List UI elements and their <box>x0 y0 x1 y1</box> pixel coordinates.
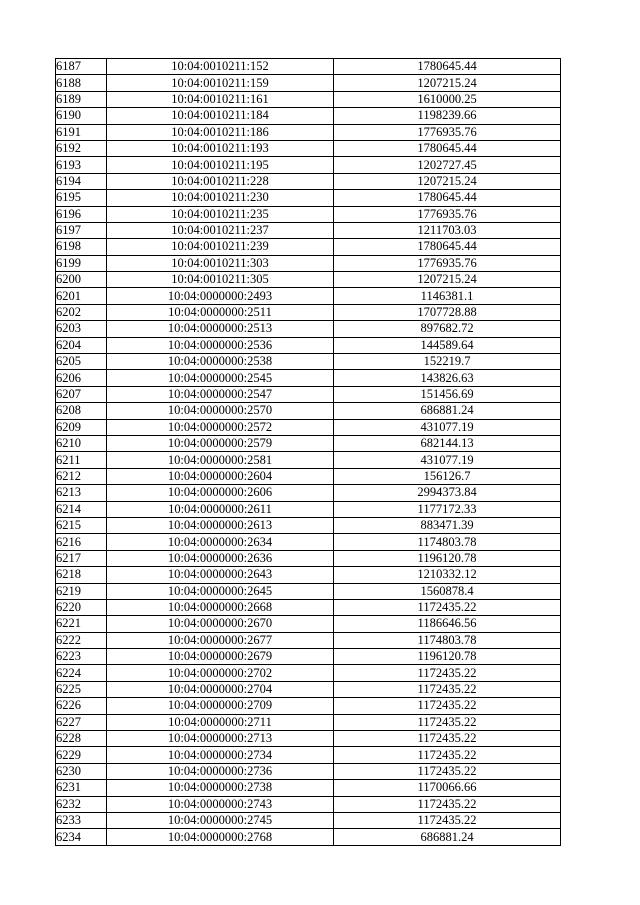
row-number-cell: 6195 <box>56 190 107 206</box>
value-cell: 1174803.78 <box>334 534 561 550</box>
row-number-cell: 6197 <box>56 222 107 238</box>
value-cell: 1210332.12 <box>334 567 561 583</box>
cadastral-number-cell: 10:04:0000000:2634 <box>107 534 334 550</box>
cadastral-number-cell: 10:04:0010211:161 <box>107 91 334 107</box>
value-cell: 431077.19 <box>334 419 561 435</box>
cadastral-number-cell: 10:04:0010211:186 <box>107 124 334 140</box>
value-cell: 883471.39 <box>334 517 561 533</box>
row-number-cell: 6222 <box>56 632 107 648</box>
table-row <box>56 206 561 222</box>
value-cell: 1780645.44 <box>334 190 561 206</box>
cadastral-number-cell: 10:04:0000000:2768 <box>107 829 334 845</box>
row-number-cell: 6203 <box>56 321 107 337</box>
cadastral-number-cell: 10:04:0000000:2679 <box>107 649 334 665</box>
table-row <box>56 501 561 517</box>
cadastral-number-cell: 10:04:0010211:159 <box>107 75 334 91</box>
cadastral-value-table <box>55 58 561 846</box>
row-number-cell: 6204 <box>56 337 107 353</box>
row-number-cell: 6189 <box>56 91 107 107</box>
row-number-cell: 6217 <box>56 550 107 566</box>
cadastral-number-cell: 10:04:0000000:2636 <box>107 550 334 566</box>
row-number-cell: 6200 <box>56 272 107 288</box>
value-cell: 144589.64 <box>334 337 561 353</box>
table-row <box>56 649 561 665</box>
row-number-cell: 6215 <box>56 517 107 533</box>
value-cell: 1172435.22 <box>334 747 561 763</box>
cadastral-number-cell: 10:04:0010211:193 <box>107 140 334 156</box>
cadastral-number-cell: 10:04:0000000:2738 <box>107 780 334 796</box>
cadastral-number-cell: 10:04:0010211:303 <box>107 255 334 271</box>
cadastral-number-cell: 10:04:0000000:2604 <box>107 468 334 484</box>
value-cell: 1560878.4 <box>334 583 561 599</box>
table-row <box>56 681 561 697</box>
value-cell: 1146381.1 <box>334 288 561 304</box>
row-number-cell: 6225 <box>56 681 107 697</box>
table-row <box>56 632 561 648</box>
row-number-cell: 6223 <box>56 649 107 665</box>
value-cell: 1196120.78 <box>334 649 561 665</box>
row-number-cell: 6192 <box>56 140 107 156</box>
value-cell: 1610000.25 <box>334 91 561 107</box>
table-row <box>56 534 561 550</box>
row-number-cell: 6206 <box>56 370 107 386</box>
row-number-cell: 6220 <box>56 599 107 615</box>
table-row <box>56 714 561 730</box>
cadastral-number-cell: 10:04:0000000:2702 <box>107 665 334 681</box>
row-number-cell: 6212 <box>56 468 107 484</box>
table-row <box>56 91 561 107</box>
cadastral-number-cell: 10:04:0010211:230 <box>107 190 334 206</box>
table-row <box>56 517 561 533</box>
value-cell: 1780645.44 <box>334 239 561 255</box>
cadastral-number-cell: 10:04:0000000:2711 <box>107 714 334 730</box>
table-row <box>56 796 561 812</box>
value-cell: 156126.7 <box>334 468 561 484</box>
cadastral-number-cell: 10:04:0000000:2611 <box>107 501 334 517</box>
cadastral-number-cell: 10:04:0010211:305 <box>107 272 334 288</box>
row-number-cell: 6216 <box>56 534 107 550</box>
cadastral-number-cell: 10:04:0000000:2493 <box>107 288 334 304</box>
cadastral-number-cell: 10:04:0000000:2581 <box>107 452 334 468</box>
row-number-cell: 6205 <box>56 354 107 370</box>
row-number-cell: 6219 <box>56 583 107 599</box>
value-cell: 1177172.33 <box>334 501 561 517</box>
row-number-cell: 6208 <box>56 403 107 419</box>
value-cell: 1172435.22 <box>334 763 561 779</box>
value-cell: 1172435.22 <box>334 714 561 730</box>
cadastral-number-cell: 10:04:0010211:184 <box>107 108 334 124</box>
table-row <box>56 468 561 484</box>
row-number-cell: 6199 <box>56 255 107 271</box>
cadastral-number-cell: 10:04:0000000:2709 <box>107 698 334 714</box>
value-cell: 151456.69 <box>334 386 561 402</box>
value-cell: 1170066.66 <box>334 780 561 796</box>
cadastral-number-cell: 10:04:0000000:2538 <box>107 354 334 370</box>
table-row <box>56 190 561 206</box>
row-number-cell: 6227 <box>56 714 107 730</box>
table-row <box>56 370 561 386</box>
table-row <box>56 665 561 681</box>
row-number-cell: 6226 <box>56 698 107 714</box>
row-number-cell: 6190 <box>56 108 107 124</box>
table-row <box>56 731 561 747</box>
cadastral-number-cell: 10:04:0000000:2713 <box>107 731 334 747</box>
table-row <box>56 567 561 583</box>
cadastral-number-cell: 10:04:0000000:2743 <box>107 796 334 812</box>
row-number-cell: 6234 <box>56 829 107 845</box>
table-row <box>56 403 561 419</box>
row-number-cell: 6211 <box>56 452 107 468</box>
value-cell: 1172435.22 <box>334 599 561 615</box>
row-number-cell: 6188 <box>56 75 107 91</box>
table-row <box>56 747 561 763</box>
row-number-cell: 6191 <box>56 124 107 140</box>
table-row <box>56 255 561 271</box>
cadastral-number-cell: 10:04:0010211:235 <box>107 206 334 222</box>
table-row <box>56 780 561 796</box>
row-number-cell: 6209 <box>56 419 107 435</box>
table-row <box>56 354 561 370</box>
row-number-cell: 6198 <box>56 239 107 255</box>
cadastral-number-cell: 10:04:0000000:2572 <box>107 419 334 435</box>
row-number-cell: 6224 <box>56 665 107 681</box>
table-row <box>56 222 561 238</box>
table-row <box>56 288 561 304</box>
row-number-cell: 6214 <box>56 501 107 517</box>
value-cell: 1174803.78 <box>334 632 561 648</box>
cadastral-number-cell: 10:04:0000000:2545 <box>107 370 334 386</box>
table-row <box>56 583 561 599</box>
row-number-cell: 6232 <box>56 796 107 812</box>
table-row <box>56 337 561 353</box>
cadastral-number-cell: 10:04:0000000:2677 <box>107 632 334 648</box>
table-row <box>56 75 561 91</box>
cadastral-number-cell: 10:04:0010211:152 <box>107 59 334 75</box>
cadastral-number-cell: 10:04:0010211:195 <box>107 157 334 173</box>
table-row <box>56 239 561 255</box>
value-cell: 1202727.45 <box>334 157 561 173</box>
table-row <box>56 304 561 320</box>
row-number-cell: 6207 <box>56 386 107 402</box>
cadastral-number-cell: 10:04:0000000:2536 <box>107 337 334 353</box>
value-cell: 1172435.22 <box>334 665 561 681</box>
row-number-cell: 6221 <box>56 616 107 632</box>
value-cell: 1776935.76 <box>334 124 561 140</box>
table-row <box>56 173 561 189</box>
row-number-cell: 6218 <box>56 567 107 583</box>
table-row <box>56 140 561 156</box>
table-row <box>56 550 561 566</box>
row-number-cell: 6196 <box>56 206 107 222</box>
row-number-cell: 6231 <box>56 780 107 796</box>
table-row <box>56 435 561 451</box>
cadastral-number-cell: 10:04:0010211:228 <box>107 173 334 189</box>
table-row <box>56 812 561 828</box>
value-cell: 1186646.56 <box>334 616 561 632</box>
cadastral-number-cell: 10:04:0000000:2704 <box>107 681 334 697</box>
value-cell: 1172435.22 <box>334 681 561 697</box>
cadastral-number-cell: 10:04:0000000:2613 <box>107 517 334 533</box>
table-row <box>56 157 561 173</box>
table-row <box>56 59 561 75</box>
table-row <box>56 452 561 468</box>
cadastral-number-cell: 10:04:0000000:2513 <box>107 321 334 337</box>
cadastral-number-cell: 10:04:0000000:2736 <box>107 763 334 779</box>
table-row <box>56 419 561 435</box>
row-number-cell: 6233 <box>56 812 107 828</box>
table-body <box>56 59 561 846</box>
cadastral-number-cell: 10:04:0000000:2547 <box>107 386 334 402</box>
row-number-cell: 6230 <box>56 763 107 779</box>
value-cell: 897682.72 <box>334 321 561 337</box>
row-number-cell: 6202 <box>56 304 107 320</box>
row-number-cell: 6193 <box>56 157 107 173</box>
table-row <box>56 616 561 632</box>
row-number-cell: 6201 <box>56 288 107 304</box>
value-cell: 1196120.78 <box>334 550 561 566</box>
table-row <box>56 272 561 288</box>
value-cell: 682144.13 <box>334 435 561 451</box>
cadastral-number-cell: 10:04:0000000:2511 <box>107 304 334 320</box>
value-cell: 1207215.24 <box>334 272 561 288</box>
table-row <box>56 386 561 402</box>
cadastral-number-cell: 10:04:0000000:2570 <box>107 403 334 419</box>
value-cell: 1776935.76 <box>334 255 561 271</box>
cadastral-number-cell: 10:04:0000000:2670 <box>107 616 334 632</box>
row-number-cell: 6210 <box>56 435 107 451</box>
table-row <box>56 124 561 140</box>
value-cell: 1172435.22 <box>334 698 561 714</box>
value-cell: 2994373.84 <box>334 485 561 501</box>
row-number-cell: 6213 <box>56 485 107 501</box>
value-cell: 1780645.44 <box>334 59 561 75</box>
value-cell: 431077.19 <box>334 452 561 468</box>
value-cell: 152219.7 <box>334 354 561 370</box>
value-cell: 1780645.44 <box>334 140 561 156</box>
table-row <box>56 829 561 845</box>
cadastral-number-cell: 10:04:0000000:2579 <box>107 435 334 451</box>
value-cell: 1211703.03 <box>334 222 561 238</box>
value-cell: 143826.63 <box>334 370 561 386</box>
table-row <box>56 763 561 779</box>
cadastral-number-cell: 10:04:0000000:2745 <box>107 812 334 828</box>
table-row <box>56 698 561 714</box>
value-cell: 1172435.22 <box>334 796 561 812</box>
value-cell: 686881.24 <box>334 403 561 419</box>
cadastral-number-cell: 10:04:0000000:2606 <box>107 485 334 501</box>
cadastral-number-cell: 10:04:0010211:239 <box>107 239 334 255</box>
value-cell: 1207215.24 <box>334 75 561 91</box>
value-cell: 1172435.22 <box>334 731 561 747</box>
table-row <box>56 599 561 615</box>
document-page <box>55 58 561 846</box>
cadastral-number-cell: 10:04:0000000:2734 <box>107 747 334 763</box>
value-cell: 1198239.66 <box>334 108 561 124</box>
value-cell: 1707728.88 <box>334 304 561 320</box>
value-cell: 1776935.76 <box>334 206 561 222</box>
row-number-cell: 6187 <box>56 59 107 75</box>
cadastral-number-cell: 10:04:0000000:2645 <box>107 583 334 599</box>
row-number-cell: 6194 <box>56 173 107 189</box>
row-number-cell: 6228 <box>56 731 107 747</box>
cadastral-number-cell: 10:04:0010211:237 <box>107 222 334 238</box>
row-number-cell: 6229 <box>56 747 107 763</box>
table-row <box>56 485 561 501</box>
cadastral-number-cell: 10:04:0000000:2668 <box>107 599 334 615</box>
value-cell: 1172435.22 <box>334 812 561 828</box>
table-row <box>56 108 561 124</box>
table-row <box>56 321 561 337</box>
value-cell: 686881.24 <box>334 829 561 845</box>
value-cell: 1207215.24 <box>334 173 561 189</box>
cadastral-number-cell: 10:04:0000000:2643 <box>107 567 334 583</box>
